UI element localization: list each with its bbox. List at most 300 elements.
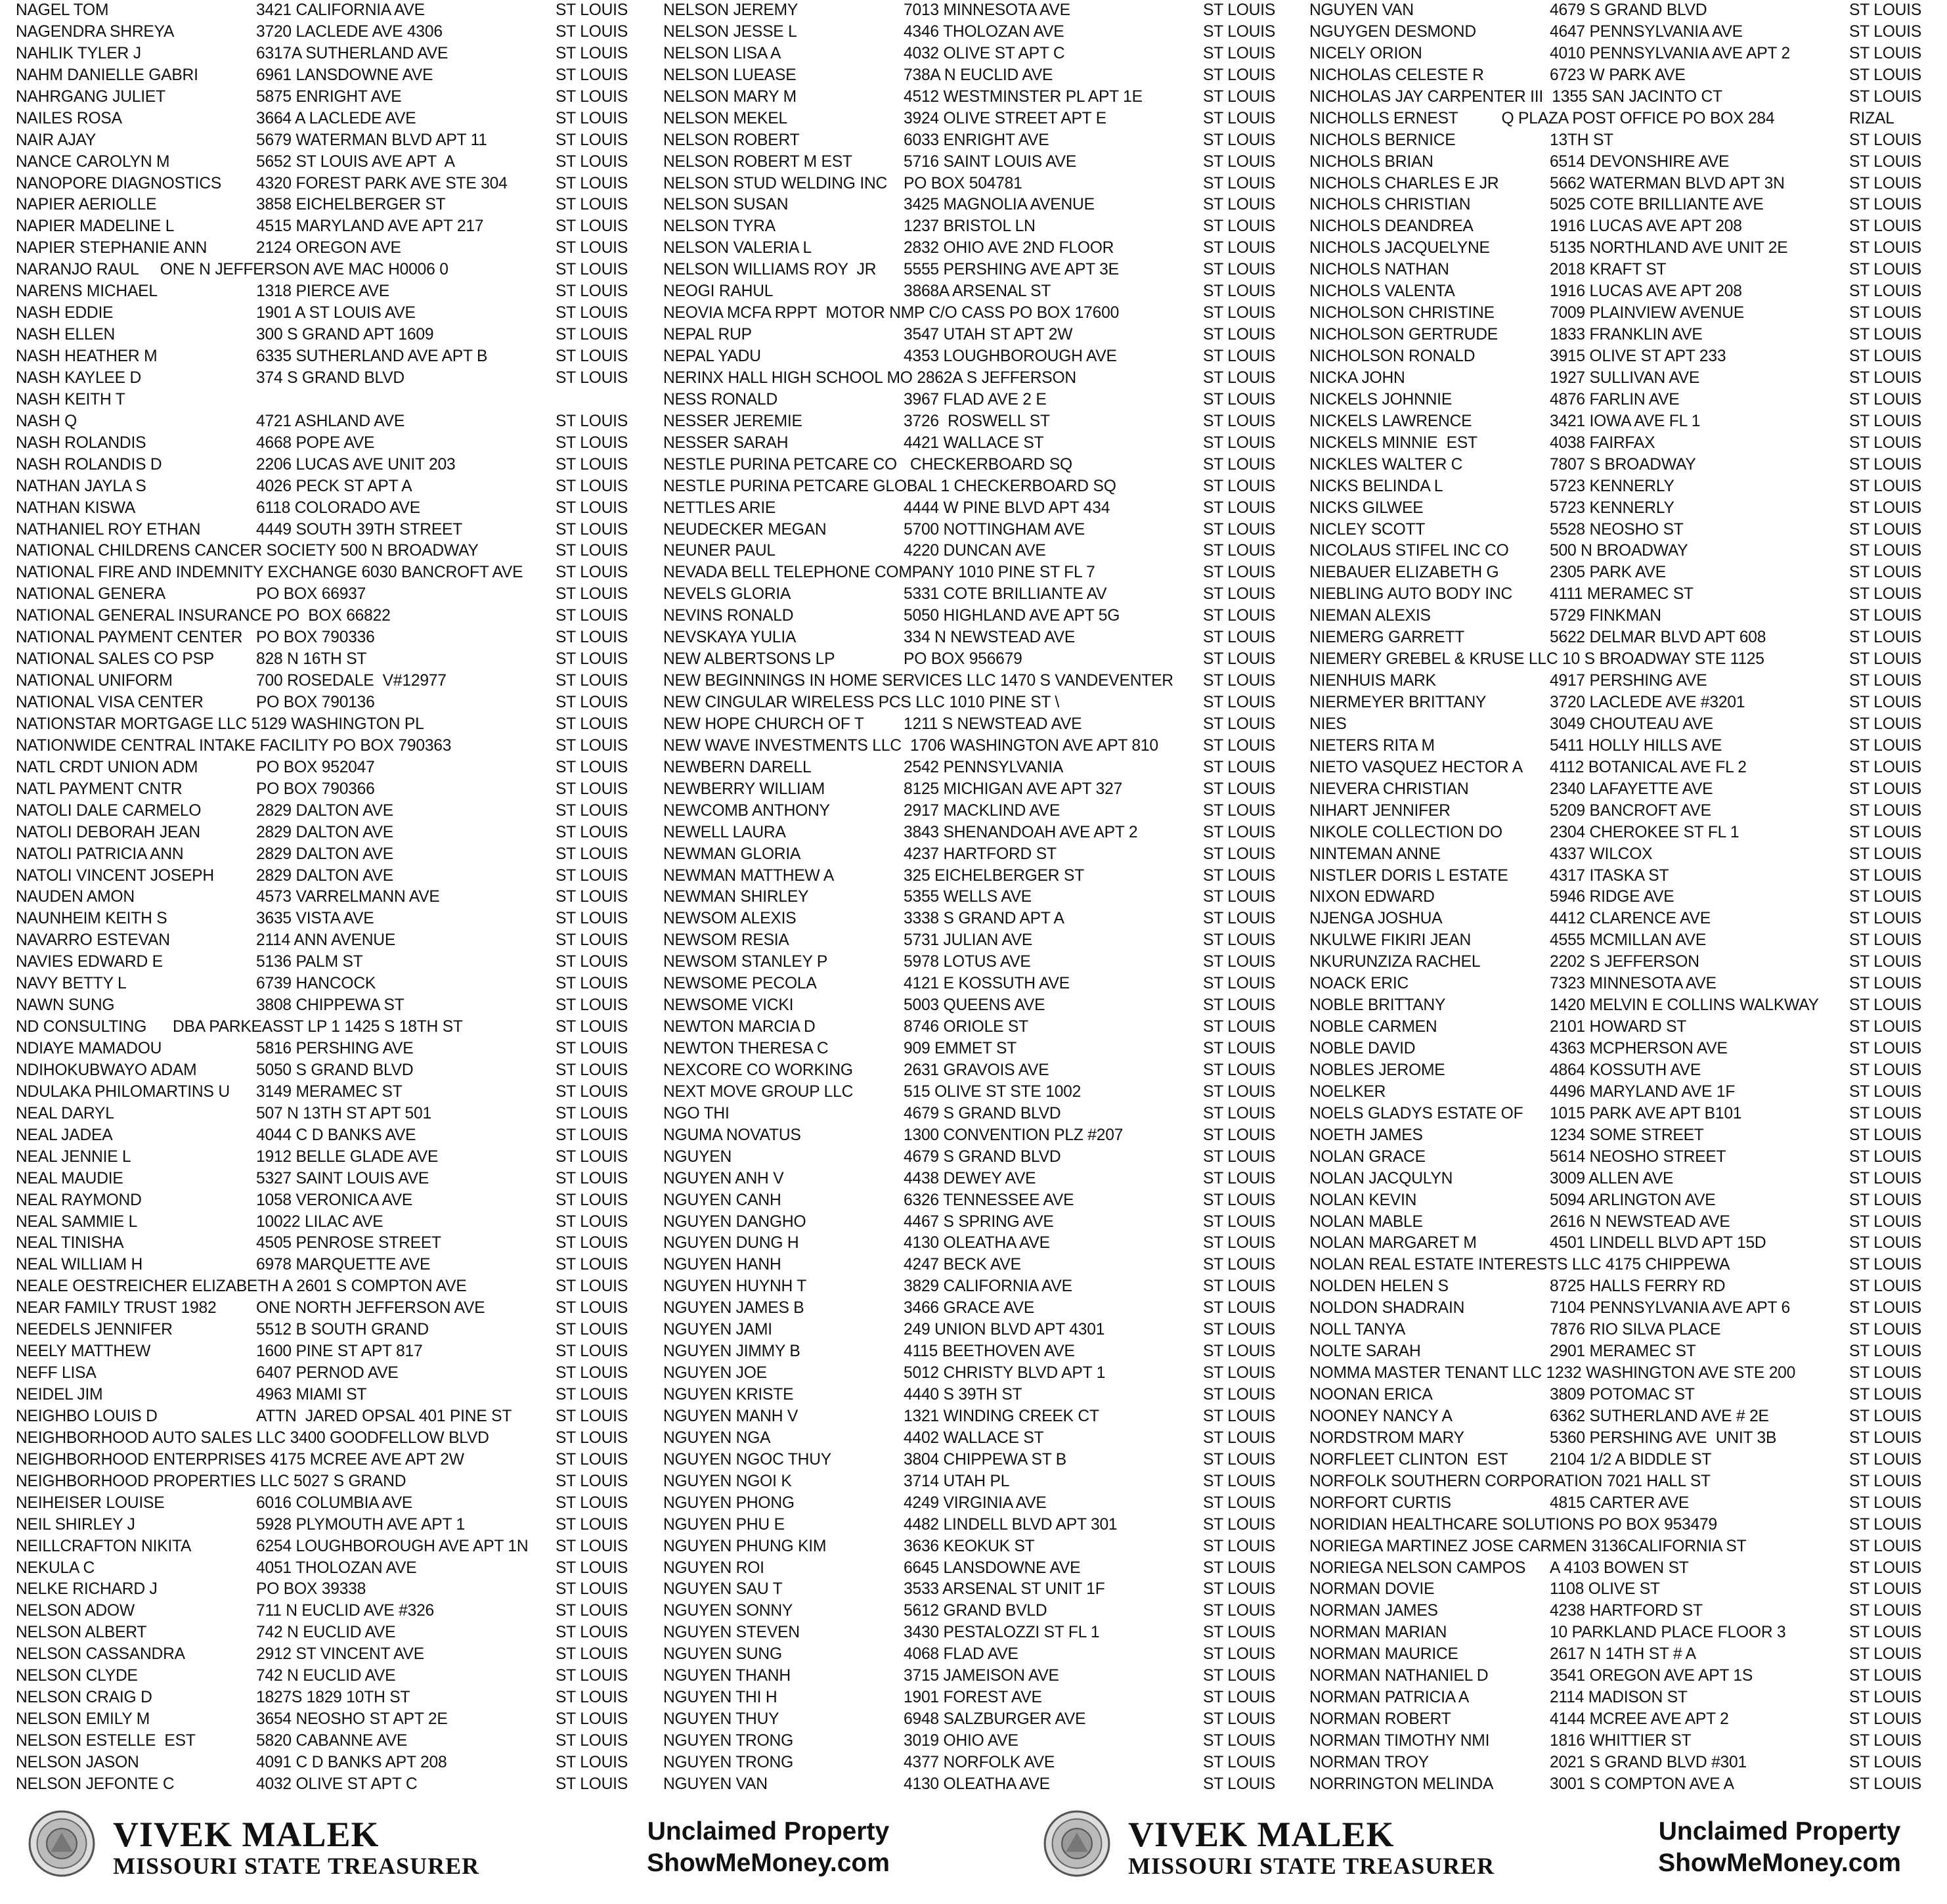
owner-name: NEAL MAUDIE — [16, 1169, 123, 1187]
owner-address: 4449 SOUTH 39TH STREET — [256, 520, 463, 539]
list-item — [1309, 930, 1947, 952]
owner-city: ST LOUIS — [1203, 1, 1276, 19]
owner-city: ST LOUIS — [1849, 174, 1922, 192]
owner-name: NORRINGTON MELINDA — [1309, 1775, 1494, 1793]
owner-address: 2124 OREGON AVE — [256, 239, 401, 257]
owner-address: 3843 SHENANDOAH AVE APT 2 — [904, 823, 1138, 841]
owner-address: 4032 OLIVE ST APT C — [904, 44, 1065, 62]
promo-line-2[interactable]: ShowMeMoney.com — [647, 1849, 890, 1877]
list-item — [663, 1017, 1307, 1038]
owner-city: ST LOUIS — [1203, 131, 1276, 149]
owner-name: NELSON ROBERT M EST — [663, 152, 852, 171]
owner-city: ST LOUIS — [556, 1428, 628, 1447]
list-item — [1309, 346, 1947, 368]
owner-name: NEWTON MARCIA D — [663, 1018, 816, 1036]
owner-address: 3829 CALIFORNIA AVE — [904, 1277, 1072, 1296]
owner-address: 1912 BELLE GLADE AVE — [256, 1147, 439, 1166]
owner-name: NEIGHBO LOUIS D — [16, 1407, 158, 1425]
owner-address: 2206 LUCAS AVE UNIT 203 — [256, 455, 456, 474]
owner-city: ST LOUIS — [556, 87, 628, 106]
owner-city: ST LOUIS — [1203, 736, 1276, 755]
list-item — [1309, 1038, 1947, 1060]
promo-line-1: Unclaimed Property — [647, 1817, 890, 1846]
list-item — [1309, 649, 1947, 671]
owner-address: 5875 ENRIGHT AVE — [256, 87, 402, 106]
owner-city: ST LOUIS — [556, 672, 628, 690]
owner-name: NELSON MARY M — [663, 87, 797, 106]
owner-address: 3009 ALLEN AVE — [1550, 1169, 1674, 1187]
owner-name: NEIGHBORHOOD AUTO SALES LLC 3400 GOODFELLOW BLVD — [16, 1428, 489, 1447]
owner-address: 4111 MERAMEC ST — [1550, 585, 1694, 604]
owner-address: 1916 LUCAS AVE APT 208 — [1550, 217, 1742, 236]
owner-city: ST LOUIS — [1203, 1472, 1276, 1490]
list-item — [663, 627, 1307, 649]
owner-name: NGUYEN STEVEN — [663, 1624, 800, 1642]
owner-city: ST LOUIS — [556, 1450, 628, 1469]
owner-address: 7009 PLAINVIEW AVENUE — [1550, 304, 1745, 322]
list-item — [663, 1341, 1307, 1363]
owner-name: NATIONAL SALES CO PSP — [16, 650, 214, 669]
owner-name: NATOLI DEBORAH JEAN — [16, 823, 200, 841]
owner-city: ST LOUIS — [556, 650, 628, 669]
owner-address: 2104 1/2 A BIDDLE ST — [1550, 1450, 1712, 1469]
owner-name: NESTLE PURINA PETCARE CO CHECKERBOARD SQ — [663, 455, 1072, 474]
owner-city: ST LOUIS — [1849, 953, 1922, 971]
owner-city: ST LOUIS — [556, 1386, 628, 1404]
owner-address: 4444 W PINE BLVD APT 434 — [904, 498, 1110, 517]
owner-address: 2101 HOWARD ST — [1550, 1018, 1687, 1036]
owner-address: 7013 MINNESOTA AVE — [904, 1, 1070, 19]
owner-city: ST LOUIS — [1849, 975, 1922, 993]
owner-name: NICHOLSON GERTRUDE — [1309, 326, 1499, 344]
list-item — [1309, 736, 1947, 757]
owner-city: ST LOUIS — [556, 455, 628, 474]
owner-city: ST LOUIS — [556, 823, 628, 841]
owner-name: NELSON EMILY M — [16, 1710, 150, 1729]
owner-name: NDIHOKUBWAYO ADAM — [16, 1061, 197, 1079]
owner-name: NATIONAL GENERAL INSURANCE PO BOX 66822 — [16, 607, 391, 625]
list-item — [663, 1038, 1307, 1060]
owner-name: NATHAN JAYLA S — [16, 477, 146, 495]
list-item — [16, 43, 659, 65]
owner-city: ST LOUIS — [1849, 412, 1922, 430]
owner-name: NAIR AJAY — [16, 131, 97, 149]
owner-address: 5946 RIDGE AVE — [1550, 888, 1674, 906]
owner-city: ST LOUIS — [556, 1277, 628, 1296]
owner-name: NIEBAUER ELIZABETH G — [1309, 564, 1499, 582]
list-item — [16, 0, 659, 22]
owner-city: ST LOUIS — [1849, 629, 1922, 647]
owner-city: ST LOUIS — [1203, 866, 1276, 885]
owner-address: 2631 GRAVOIS AVE — [904, 1061, 1049, 1079]
owner-city: ST LOUIS — [1849, 1732, 1922, 1750]
list-item — [1309, 1212, 1947, 1233]
owner-name: NGUYEN TRONG — [663, 1753, 794, 1771]
owner-address: 1321 WINDING CREEK CT — [904, 1407, 1099, 1425]
owner-name: NGUYEN ANH V — [663, 1169, 784, 1187]
list-item — [16, 1558, 659, 1580]
list-item — [16, 173, 659, 195]
owner-name: NATIONAL FIRE AND INDEMNITY EXCHANGE 6030 BANCROFT AVE — [16, 564, 523, 582]
list-item — [1309, 108, 1947, 130]
owner-address: 3635 VISTA AVE — [256, 910, 374, 928]
owner-city: ST LOUIS — [556, 736, 628, 755]
list-item — [16, 1017, 659, 1038]
owner-name: NGUYEN PHONG — [663, 1494, 795, 1512]
owner-name: NATOLI VINCENT JOSEPH — [16, 866, 214, 885]
list-item — [1309, 1752, 1947, 1774]
list-item — [16, 389, 659, 411]
owner-city: ST LOUIS — [556, 520, 628, 539]
owner-city: ST LOUIS — [556, 607, 628, 625]
list-item — [663, 757, 1307, 779]
owner-name: NIERMEYER BRITTANY — [1309, 694, 1487, 711]
list-item — [663, 87, 1307, 108]
owner-name: NORFLEET CLINTON EST — [1309, 1450, 1508, 1469]
owner-address: 4010 PENNSYLVANIA AVE APT 2 — [1550, 44, 1790, 62]
list-item — [663, 368, 1307, 389]
list-item — [663, 194, 1307, 216]
owner-name: NEWBERRY WILLIAM — [663, 780, 825, 798]
owner-name: NIEBLING AUTO BODY INC — [1309, 585, 1513, 604]
list-item — [16, 736, 659, 757]
owner-name: NAGEL TOM — [16, 1, 109, 19]
owner-name: NEALE OESTREICHER ELIZABETH A 2601 S COMPTON AVE — [16, 1277, 467, 1296]
treasurer-title: MISSOURI STATE TREASURER — [113, 1853, 480, 1879]
owner-address: 8746 ORIOLE ST — [904, 1018, 1028, 1036]
owner-name: NGUYEN CANH — [663, 1191, 781, 1209]
list-item — [16, 973, 659, 995]
owner-address: 711 N EUCLID AVE #326 — [256, 1602, 435, 1620]
owner-address: 4051 THOLOZAN AVE — [256, 1559, 417, 1577]
owner-city: ST LOUIS — [1849, 433, 1922, 452]
owner-address: 4032 OLIVE ST APT C — [256, 1775, 418, 1793]
list-item — [663, 1536, 1307, 1558]
owner-city: ST LOUIS — [1203, 1386, 1276, 1404]
owner-name: NGUYGEN DESMOND — [1309, 22, 1476, 41]
owner-city: ST LOUIS — [556, 1299, 628, 1317]
footer — [0, 1803, 1947, 1901]
list-item — [1309, 692, 1947, 714]
owner-city: ST LOUIS — [556, 694, 628, 711]
owner-name: NORIEGA MARTINEZ JOSE CARMEN 3136CALIFORNIA ST — [1309, 1537, 1747, 1555]
owner-name: NERINX HALL HIGH SCHOOL MO 2862A S JEFFERSON — [663, 368, 1076, 387]
list-item — [663, 411, 1307, 433]
list-item — [663, 1644, 1307, 1666]
missouri-state-seal-icon — [28, 1809, 96, 1878]
list-item — [1309, 411, 1947, 433]
owner-city: ST LOUIS — [1849, 1256, 1922, 1274]
owner-address: 4679 S GRAND BLVD — [904, 1147, 1061, 1166]
owner-address: 3149 MERAMEC ST — [256, 1082, 403, 1101]
owner-city: ST LOUIS — [1203, 1580, 1276, 1599]
owner-city: ST LOUIS — [1849, 758, 1922, 776]
owner-name: NOETH JAMES — [1309, 1126, 1423, 1144]
owner-city: ST LOUIS — [556, 326, 628, 344]
owner-address: 5025 COTE BRILLIANTE AVE — [1550, 196, 1764, 214]
owner-city: ST LOUIS — [1849, 1559, 1922, 1577]
owner-address: 3001 S COMPTON AVE A — [1550, 1775, 1734, 1793]
owner-city: ST LOUIS — [1203, 1040, 1276, 1057]
owner-name: NIKOLE COLLECTION DO — [1309, 823, 1502, 841]
owner-name: NEW CINGULAR WIRELESS PCS LLC 1010 PINE ST \ — [663, 694, 1060, 711]
owner-name: NICHOLS CHRISTIAN — [1309, 196, 1471, 214]
owner-city: ST LOUIS — [1203, 953, 1276, 971]
list-item — [16, 649, 659, 671]
owner-city: ST LOUIS — [1203, 261, 1276, 279]
list-item — [1309, 1536, 1947, 1558]
list-item — [663, 866, 1307, 887]
owner-city: ST LOUIS — [1203, 1234, 1276, 1252]
owner-city: ST LOUIS — [556, 715, 628, 733]
owner-address: 5662 WATERMAN BLVD APT 3N — [1550, 174, 1785, 192]
owner-address: 8725 HALLS FERRY RD — [1550, 1277, 1726, 1296]
owner-name: NKULWE FIKIRI JEAN — [1309, 931, 1472, 950]
owner-name: NGUYEN THUY — [663, 1710, 779, 1729]
owner-city: ST LOUIS — [1849, 650, 1922, 669]
owner-name: NGUYEN HANH — [663, 1256, 781, 1274]
owner-name: NEWSOME PECOLA — [663, 975, 817, 993]
owner-address: 4501 LINDELL BLVD APT 15D — [1550, 1234, 1766, 1252]
owner-name: NARANJO RAUL ONE N JEFFERSON AVE MAC H0006 0 — [16, 261, 448, 279]
owner-name: NEOVIA MCFA RPPT MOTOR NMP C/O CASS PO BOX 17600 — [663, 304, 1120, 322]
owner-name: NOLL TANYA — [1309, 1321, 1406, 1339]
owner-address: 4876 FARLIN AVE — [1550, 390, 1680, 409]
owner-name: NOLDON SHADRAIN — [1309, 1299, 1465, 1317]
owner-name: NDIAYE MAMADOU — [16, 1040, 162, 1057]
owner-name: NANOPORE DIAGNOSTICS — [16, 174, 222, 192]
owner-name: NEOGI RAHUL — [663, 282, 774, 301]
list-item — [1309, 1666, 1947, 1687]
owner-address: 2829 DALTON AVE — [256, 866, 393, 885]
list-item — [16, 476, 659, 498]
owner-name: NELSON WILLIAMS ROY JR — [663, 261, 877, 279]
list-item — [1309, 1363, 1947, 1384]
owner-address: 6645 LANSDOWNE AVE — [904, 1559, 1081, 1577]
list-item — [1309, 1233, 1947, 1254]
owner-city: ST LOUIS — [1203, 390, 1276, 409]
owner-address: 6317A SUTHERLAND AVE — [256, 44, 448, 62]
owner-name: NORMAN TROY — [1309, 1753, 1429, 1771]
owner-name: NORMAN DOVIE — [1309, 1580, 1435, 1599]
owner-address: 3804 CHIPPEWA ST B — [904, 1450, 1066, 1469]
list-item — [1309, 1558, 1947, 1580]
treasurer-name: VIVEK MALEK — [1128, 1815, 1395, 1854]
list-item — [663, 973, 1307, 995]
list-item — [16, 692, 659, 714]
owner-name: NELSON ROBERT — [663, 131, 800, 149]
owner-address: 3664 A LACLEDE AVE — [256, 109, 416, 127]
owner-address: PO BOX 66937 — [256, 585, 366, 604]
owner-address: 700 ROSEDALE V#12977 — [256, 672, 447, 690]
owner-name: NIETO VASQUEZ HECTOR A — [1309, 758, 1523, 776]
list-item — [663, 281, 1307, 303]
owner-name: NGUYEN THANH — [663, 1667, 791, 1685]
owner-city: ST LOUIS — [1849, 780, 1922, 798]
owner-address: 4815 CARTER AVE — [1550, 1494, 1690, 1512]
list-item — [1309, 973, 1947, 995]
owner-name: NOACK ERIC — [1309, 975, 1409, 993]
list-item — [663, 952, 1307, 973]
owner-address: 6118 COLORADO AVE — [256, 498, 420, 517]
owner-address: 4438 DEWEY AVE — [904, 1169, 1036, 1187]
owner-name: NGUYEN PHUNG KIM — [663, 1537, 827, 1555]
owner-address: 1816 WHITTIER ST — [1550, 1732, 1692, 1750]
owner-name: NGUYEN HUYNH T — [663, 1277, 807, 1296]
owner-name: NICOLAUS STIFEL INC CO — [1309, 542, 1509, 560]
owner-address: 828 N 16TH ST — [256, 650, 367, 669]
owner-city: ST LOUIS — [1849, 1061, 1922, 1079]
owner-address: 4668 POPE AVE — [256, 433, 375, 452]
owner-name: NICHOLS NATHAN — [1309, 261, 1449, 279]
list-item — [1309, 1774, 1947, 1796]
owner-name: NOMMA MASTER TENANT LLC 1232 WASHINGTON AVE STE 200 — [1309, 1364, 1796, 1383]
owner-name: NOLDEN HELEN S — [1309, 1277, 1449, 1296]
owner-city: ST LOUIS — [1203, 1321, 1276, 1339]
owner-address: 5209 BANCROFT AVE — [1550, 801, 1711, 820]
list-item — [16, 1601, 659, 1622]
owner-city: ST LOUIS — [556, 1710, 628, 1729]
owner-city: ST LOUIS — [1849, 1191, 1922, 1209]
owner-name: NICHOLSON CHRISTINE — [1309, 304, 1495, 322]
list-item — [663, 1082, 1307, 1103]
owner-name: NOLAN MABLE — [1309, 1212, 1423, 1231]
owner-address: 5928 PLYMOUTH AVE APT 1 — [256, 1515, 465, 1534]
list-item — [16, 1471, 659, 1493]
list-item — [663, 1363, 1307, 1384]
owner-city: ST LOUIS — [1203, 607, 1276, 625]
list-item — [1309, 1579, 1947, 1601]
owner-address: 3809 POTOMAC ST — [1550, 1386, 1695, 1404]
owner-address: 3654 NEOSHO ST APT 2E — [256, 1710, 448, 1729]
list-item — [16, 1103, 659, 1125]
owner-city: ST LOUIS — [556, 910, 628, 928]
owner-city: ST LOUIS — [1849, 152, 1922, 171]
owner-address: 5679 WATERMAN BLVD APT 11 — [256, 131, 487, 149]
owner-address: 2114 ANN AVENUE — [256, 931, 396, 950]
owner-address: 3726 ROSWELL ST — [904, 412, 1050, 430]
owner-city: ST LOUIS — [1203, 1342, 1276, 1361]
list-item — [1309, 498, 1947, 520]
owner-name: NKURUNZIZA RACHEL — [1309, 953, 1481, 971]
owner-name: NATHANIEL ROY ETHAN — [16, 520, 201, 539]
owner-address: 1108 OLIVE ST — [1550, 1580, 1660, 1599]
list-item — [663, 1168, 1307, 1190]
owner-city: ST LOUIS — [556, 412, 628, 430]
owner-city: ST LOUIS — [1849, 1602, 1922, 1620]
list-item — [16, 671, 659, 692]
owner-city: ST LOUIS — [1203, 44, 1276, 62]
owner-city: ST LOUIS — [1203, 672, 1276, 690]
list-item — [1309, 65, 1947, 87]
owner-name: NICHOLS BRIAN — [1309, 152, 1433, 171]
owner-city: ST LOUIS — [556, 953, 628, 971]
owner-name: NGUYEN JAMI — [663, 1321, 772, 1339]
owner-city: ST LOUIS — [1203, 823, 1276, 841]
list-item — [16, 866, 659, 887]
owner-name: NEAL JADEA — [16, 1126, 113, 1144]
owner-city: ST LOUIS — [556, 1472, 628, 1490]
list-item — [1309, 1515, 1947, 1536]
list-item — [663, 801, 1307, 822]
owner-city: ST LOUIS — [1849, 694, 1922, 711]
owner-address: 738A N EUCLID AVE — [904, 66, 1053, 84]
owner-city: ST LOUIS — [556, 1624, 628, 1642]
owner-address: 4249 VIRGINIA AVE — [904, 1494, 1047, 1512]
owner-name: NEKULA C — [16, 1559, 95, 1577]
owner-address: 5003 QUEENS AVE — [904, 996, 1045, 1015]
owner-address: 6254 LOUGHBOROUGH AVE APT 1N — [256, 1537, 529, 1555]
owner-address: A 4103 BOWEN ST — [1550, 1559, 1689, 1577]
owner-name: NIEMERG GARRETT — [1309, 629, 1465, 647]
owner-name: NIXON EDWARD — [1309, 888, 1435, 906]
owner-city: ST LOUIS — [1203, 1537, 1276, 1555]
owner-city: ST LOUIS — [556, 1061, 628, 1079]
owner-name: NICKS BELINDA L — [1309, 477, 1443, 495]
owner-name: NGUYEN MANH V — [663, 1407, 798, 1425]
owner-city: ST LOUIS — [1203, 1624, 1276, 1642]
owner-city: ST LOUIS — [556, 131, 628, 149]
owner-name: NELSON CASSANDRA — [16, 1645, 185, 1664]
owner-city: ST LOUIS — [1849, 261, 1922, 279]
owner-name: NEXT MOVE GROUP LLC — [663, 1082, 854, 1101]
list-item — [1309, 1125, 1947, 1147]
owner-city: ST LOUIS — [556, 282, 628, 301]
owner-name: NICHOLS VALENTA — [1309, 282, 1455, 301]
list-item — [16, 627, 659, 649]
owner-name: NOLTE SARAH — [1309, 1342, 1421, 1361]
list-item — [16, 1493, 659, 1515]
list-item — [16, 238, 659, 259]
list-item — [663, 520, 1307, 541]
list-item — [663, 995, 1307, 1017]
list-item — [663, 1471, 1307, 1493]
list-item — [16, 1319, 659, 1341]
list-item — [663, 1298, 1307, 1319]
owner-city: ST LOUIS — [1203, 801, 1276, 820]
owner-name: NEEDELS JENNIFER — [16, 1321, 173, 1339]
owner-address: 2304 CHEROKEE ST FL 1 — [1550, 823, 1739, 841]
promo-line-2[interactable]: ShowMeMoney.com — [1658, 1849, 1901, 1877]
list-item — [663, 476, 1307, 498]
owner-name: NESTLE PURINA PETCARE GLOBAL 1 CHECKERBOARD SQ — [663, 477, 1116, 495]
list-item — [663, 1579, 1307, 1601]
listing-column-1 — [16, 0, 659, 1796]
owner-address: 5528 NEOSHO ST — [1550, 520, 1684, 539]
list-item — [1309, 627, 1947, 649]
owner-city: ST LOUIS — [1849, 931, 1922, 950]
owner-name: NEPAL YADU — [663, 347, 761, 365]
list-item — [16, 952, 659, 973]
owner-name: NAGENDRA SHREYA — [16, 22, 175, 41]
owner-name: NEWELL LAURA — [663, 823, 786, 841]
owner-address: 6948 SALZBURGER AVE — [904, 1710, 1086, 1729]
owner-city: ST LOUIS — [1849, 585, 1922, 604]
owner-name: ND CONSULTING DBA PARKEASST LP 1 1425 S 18TH ST — [16, 1018, 463, 1036]
list-item — [16, 1687, 659, 1709]
list-item — [16, 87, 659, 108]
owner-name: NELSON CLYDE — [16, 1667, 138, 1685]
list-item — [663, 1384, 1307, 1406]
list-item — [1309, 303, 1947, 324]
list-item — [1309, 324, 1947, 346]
owner-city: ST LOUIS — [1849, 1689, 1922, 1707]
list-item — [16, 1644, 659, 1666]
owner-name: NICHOLAS JAY CARPENTER III 1355 SAN JACINTO CT — [1309, 87, 1722, 106]
owner-name: NICKS GILWEE — [1309, 498, 1424, 517]
owner-name: NINTEMAN ANNE — [1309, 845, 1441, 863]
owner-address: 4026 PECK ST APT A — [256, 477, 412, 495]
